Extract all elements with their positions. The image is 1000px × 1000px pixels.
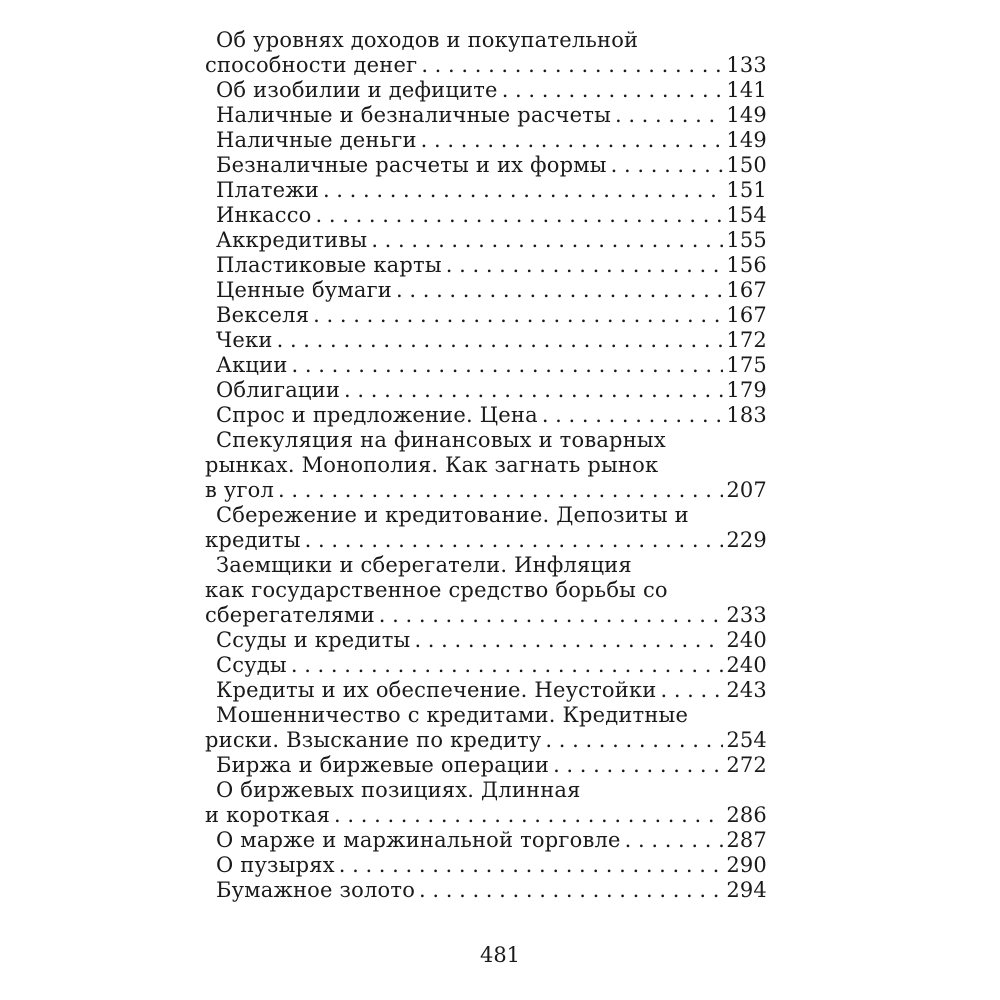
toc-entry-line xyxy=(205,178,767,203)
toc-entry-title: О марже и маржинальной торговле xyxy=(216,828,621,852)
toc-entry-line xyxy=(205,278,767,303)
toc-entry xyxy=(205,178,767,203)
toc-entry-line xyxy=(205,228,767,253)
toc-entry-title: Спрос и предложение. Цена xyxy=(216,403,538,427)
toc-entry-page: 229 xyxy=(726,528,767,552)
toc-entry-title: Биржа и биржевые операции xyxy=(216,753,550,777)
toc-entry-page: 150 xyxy=(726,153,767,177)
toc-entry-title: Ценные бумаги xyxy=(216,278,393,302)
toc-entry-page: 272 xyxy=(726,753,767,777)
toc-entry-title: и короткая xyxy=(205,803,331,827)
toc-entry-line xyxy=(205,628,767,653)
toc-entry-title: О пузырях xyxy=(216,853,335,877)
toc-entry-page: 240 xyxy=(726,653,767,677)
dot-leader xyxy=(611,103,723,128)
toc-entry-title: Об изобилии и дефиците xyxy=(216,78,498,102)
toc-entry xyxy=(205,828,767,853)
toc-entry-page: 179 xyxy=(726,378,767,402)
toc-entry-line xyxy=(205,603,767,628)
toc-entry xyxy=(205,778,767,828)
toc-entry xyxy=(205,878,767,903)
toc-entry-title: способности денег xyxy=(205,53,418,77)
toc-entry-page: 286 xyxy=(726,803,767,827)
toc-entry xyxy=(205,353,767,378)
toc-entry-line xyxy=(205,428,767,453)
toc-entry-line xyxy=(205,128,767,153)
dot-leader xyxy=(442,253,723,278)
toc-entry-line xyxy=(205,653,767,678)
dot-leader xyxy=(301,528,723,553)
dot-leader xyxy=(417,53,723,78)
dot-leader xyxy=(309,303,723,328)
toc-entry-title: кредиты xyxy=(205,528,301,552)
toc-entry-line xyxy=(205,678,767,703)
toc-entry-page: 183 xyxy=(726,403,767,427)
toc-entry-title: О биржевых позициях. Длинная xyxy=(216,778,581,802)
toc-entry-page: 133 xyxy=(726,53,767,77)
toc-entry-title: Пластиковые карты xyxy=(216,253,442,277)
toc-entry xyxy=(205,703,767,753)
toc-entry xyxy=(205,303,767,328)
toc-entry-title: рынках. Монополия. Как загнать рынок xyxy=(205,453,659,477)
dot-leader xyxy=(549,753,723,778)
toc-entry-page: 155 xyxy=(726,228,767,252)
toc-entry-line xyxy=(205,28,767,53)
toc-entry-title: Спекуляция на финансовых и товарных xyxy=(216,428,666,452)
toc-entry-line xyxy=(205,353,767,378)
toc-entry-page: 243 xyxy=(726,678,767,702)
toc-entry-line xyxy=(205,253,767,278)
toc-entry-line xyxy=(205,528,767,553)
toc-entry xyxy=(205,28,767,78)
toc-entry xyxy=(205,378,767,403)
toc-entry-page: 290 xyxy=(726,853,767,877)
toc-entry xyxy=(205,253,767,278)
toc-entry-page: 233 xyxy=(726,603,767,627)
toc-entry-line xyxy=(205,803,767,828)
toc-entry-page: 154 xyxy=(726,203,767,227)
toc-entry-line xyxy=(205,328,767,353)
toc-entry-page: 207 xyxy=(726,478,767,502)
toc-entry-title: Платежи xyxy=(216,178,319,202)
toc-entry-line xyxy=(205,553,767,578)
dot-leader xyxy=(335,853,723,878)
toc-entry-page: 175 xyxy=(726,353,767,377)
toc-entry xyxy=(205,128,767,153)
dot-leader xyxy=(330,803,723,828)
toc-entry-title: Безналичные расчеты и их формы xyxy=(216,153,607,177)
toc-entry-page: 141 xyxy=(726,78,767,102)
toc-entry-line xyxy=(205,378,767,403)
dot-leader xyxy=(538,403,723,428)
toc-entry-title: Бумажное золото xyxy=(216,878,416,902)
toc-entry-line xyxy=(205,53,767,78)
toc-entry-title: Наличные деньги xyxy=(216,128,417,152)
toc-entry-line xyxy=(205,478,767,503)
toc-entry-line xyxy=(205,153,767,178)
toc-entry-title: Векселя xyxy=(216,303,310,327)
toc-entry xyxy=(205,278,767,303)
toc-entry xyxy=(205,78,767,103)
dot-leader xyxy=(417,128,723,153)
toc-entry xyxy=(205,628,767,653)
toc-entry-line xyxy=(205,303,767,328)
toc-entry-page: 172 xyxy=(726,328,767,352)
toc-entry xyxy=(205,403,767,428)
toc-entry xyxy=(205,678,767,703)
dot-leader xyxy=(541,728,723,753)
toc-entry-page: 254 xyxy=(726,728,767,752)
dot-leader xyxy=(621,828,723,853)
toc-entry-page: 167 xyxy=(726,278,767,302)
toc-entry-page: 149 xyxy=(726,128,767,152)
toc-entry-title: Чеки xyxy=(216,328,273,352)
page-number: 481 xyxy=(479,943,521,967)
toc-entry-line xyxy=(205,703,767,728)
toc-entry-title: Акции xyxy=(216,353,288,377)
dot-leader xyxy=(392,278,723,303)
toc-entry-line xyxy=(205,578,767,603)
dot-leader xyxy=(287,653,723,678)
toc-entry-title: Аккредитивы xyxy=(216,228,368,252)
dot-leader xyxy=(607,153,723,178)
toc-entry-title: Облигации xyxy=(216,378,341,402)
toc-entry-line xyxy=(205,878,767,903)
toc-entry-title: риски. Взыскание по кредиту xyxy=(205,728,542,752)
dot-leader xyxy=(367,228,723,253)
toc-entry-title: Об уровнях доходов и покупательной xyxy=(216,28,639,52)
dot-leader xyxy=(498,78,723,103)
dot-leader xyxy=(319,178,723,203)
toc-entry xyxy=(205,853,767,878)
toc-entry xyxy=(205,753,767,778)
toc-entry-title: Кредиты и их обеспечение. Неустойки xyxy=(216,678,657,702)
toc-entry-title: Наличные и безналичные расчеты xyxy=(216,103,611,127)
table-of-contents xyxy=(205,28,767,903)
toc-entry xyxy=(205,553,767,628)
toc-entry xyxy=(205,428,767,503)
toc-entry xyxy=(205,153,767,178)
toc-entry-line xyxy=(205,403,767,428)
toc-entry-page: 167 xyxy=(726,303,767,327)
toc-entry-title: Ссуды и кредиты xyxy=(216,628,411,652)
toc-entry xyxy=(205,328,767,353)
toc-entry-page: 294 xyxy=(726,878,767,902)
toc-entry-page: 240 xyxy=(726,628,767,652)
dot-leader xyxy=(274,478,723,503)
dot-leader xyxy=(288,353,723,378)
toc-entry-page: 151 xyxy=(726,178,767,202)
toc-entry xyxy=(205,653,767,678)
toc-entry-page: 149 xyxy=(726,103,767,127)
toc-entry xyxy=(205,228,767,253)
toc-entry-title: в угол xyxy=(205,478,275,502)
toc-entry-line xyxy=(205,78,767,103)
toc-entry-line xyxy=(205,728,767,753)
dot-leader xyxy=(312,203,723,228)
toc-entry-line xyxy=(205,753,767,778)
toc-entry xyxy=(205,103,767,128)
toc-entry-title: Заемщики и сберегатели. Инфляция xyxy=(216,553,632,577)
toc-entry-page: 287 xyxy=(726,828,767,852)
toc-entry xyxy=(205,203,767,228)
dot-leader xyxy=(273,328,723,353)
toc-entry-line xyxy=(205,103,767,128)
toc-entry-title: Сбережение и кредитование. Депозиты и xyxy=(216,503,689,527)
toc-entry-page: 156 xyxy=(726,253,767,277)
dot-leader xyxy=(656,678,723,703)
toc-entry-title: Инкассо xyxy=(216,203,312,227)
toc-entry xyxy=(205,503,767,553)
toc-entry-line xyxy=(205,828,767,853)
toc-entry-title: Ссуды xyxy=(216,653,287,677)
dot-leader xyxy=(410,628,723,653)
toc-entry-line xyxy=(205,778,767,803)
toc-entry-title: сберегателями xyxy=(205,603,375,627)
toc-entry-line xyxy=(205,203,767,228)
dot-leader xyxy=(375,603,723,628)
dot-leader xyxy=(340,378,723,403)
toc-entry-line xyxy=(205,853,767,878)
toc-entry-line xyxy=(205,503,767,528)
toc-entry-title: Мошенничество с кредитами. Кредитные xyxy=(216,703,689,727)
toc-entry-title: как государственное средство борьбы со xyxy=(205,578,668,602)
dot-leader xyxy=(415,878,723,903)
toc-entry-line xyxy=(205,453,767,478)
